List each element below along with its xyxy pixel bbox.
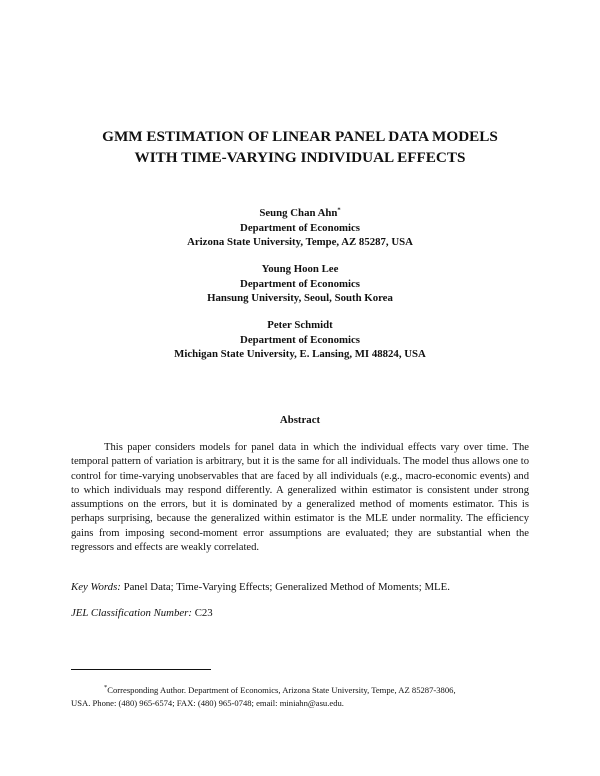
jel-value: C23 [194, 607, 213, 619]
author-department: Department of Economics [240, 333, 360, 346]
author-block-2 [0, 262, 600, 306]
author-affiliation: Arizona State University, Tempe, AZ 85287, USA [187, 236, 413, 248]
author-affiliation: Hansung University, Seoul, South Korea [207, 292, 393, 304]
footnote [71, 684, 529, 710]
jel-line [71, 607, 541, 619]
keywords-label: Key Words: [71, 581, 121, 593]
title-line-1: GMM ESTIMATION OF LINEAR PANEL DATA MODELS [102, 128, 498, 145]
footnote-mark: * [337, 206, 341, 214]
abstract-text: This paper considers models for panel data in which the individual effects vary over time. The temporal pattern of variation is arbitrary, but it is the same for all individuals. The model thus allows one to control for time-varying unobservables that are faced by all individuals (e.g., macro-economic events) and to which individuals may respond differently. A generalized within estimator is consistent under strong assumptions on the errors, but it is dominated by a generalized method of moments estimator. This is perhaps surprising, because the generalized within estimator is the MLE under normality. The efficiency gains from imposing second-moment error assumptions are evaluated; they are substantial when the regressors and effects are weakly correlated. [71, 442, 529, 554]
author-block-1 [0, 206, 600, 250]
title-line-2: WITH TIME-VARYING INDIVIDUAL EFFECTS [134, 149, 466, 166]
author-name: Seung Chan Ahn* [259, 206, 341, 219]
paper-title [0, 126, 600, 168]
jel-label: JEL Classification Number: [71, 607, 192, 619]
author-name: Young Hoon Lee [261, 263, 339, 275]
footnote-line-1: *Corresponding Author. Department of Economics, Arizona State University, Tempe, AZ 85287-3806, [104, 684, 456, 695]
footnote-line-2: USA. Phone: (480) 965-6574; FAX: (480) 965-0748; email: miniahn@asu.edu. [71, 698, 344, 708]
footnote-mark: * [104, 684, 108, 692]
footnote-divider [71, 669, 211, 670]
keywords-value: Panel Data; Time-Varying Effects; Generalized Method of Moments; MLE. [123, 581, 450, 593]
abstract-heading: Abstract [279, 414, 321, 426]
author-block-3 [0, 318, 600, 362]
author-affiliation: Michigan State University, E. Lansing, MI 48824, USA [174, 348, 426, 360]
author-department: Department of Economics [240, 277, 360, 290]
author-department: Department of Economics [240, 221, 360, 234]
author-name: Peter Schmidt [267, 319, 333, 331]
keywords-line [71, 581, 541, 593]
